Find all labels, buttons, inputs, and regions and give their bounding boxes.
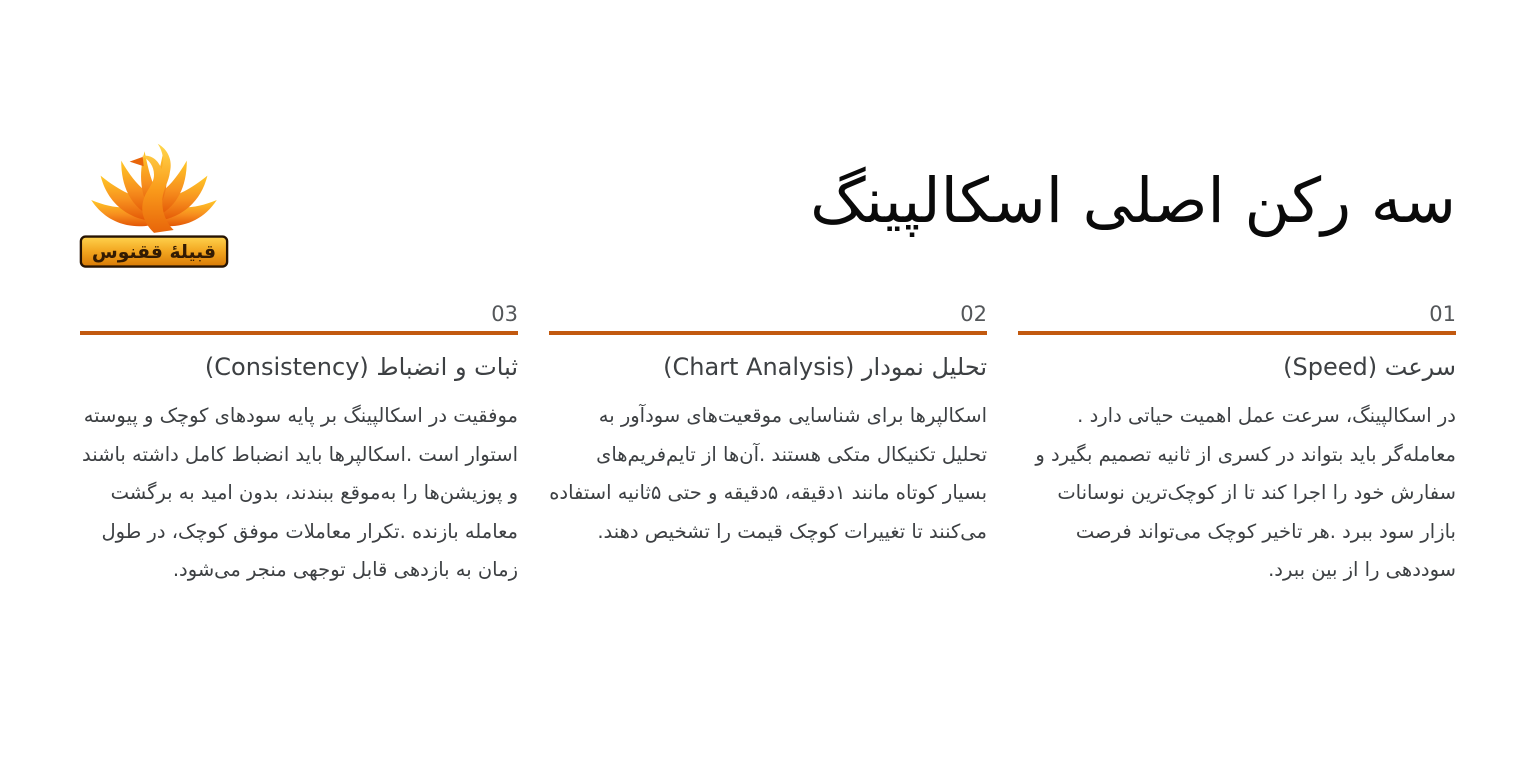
pillar-body-text: موفقیت در اسکالپینگ بر پایه سودهای کوچک و پیوسته استوار است .اسکالپرها باید انضباط کامل داشته باشند و پوزیشن‌ها را به‌موقع ببندند، بدون امید به برگشت معامله بازنده .تکرار معاملات موفق کوچک، در طول زمان به بازدهی قابل توجهی منجر می‌شود. bbox=[81, 404, 518, 581]
pillar-heading: سرعت (Speed) bbox=[1283, 353, 1456, 381]
logo-banner bbox=[81, 237, 227, 267]
logo-banner-text: قبیلهٔ ققنوس bbox=[91, 242, 217, 264]
pillars-section bbox=[80, 302, 1456, 590]
accent-divider bbox=[80, 331, 518, 335]
pillar-number: 01 bbox=[1429, 302, 1456, 326]
pillar-card-consistency bbox=[80, 302, 518, 590]
page-title: سه رکن اصلی اسکالپینگ bbox=[810, 164, 1456, 237]
pillar-card-speed bbox=[1018, 302, 1456, 590]
pillar-body-text: اسکالپرها برای شناسایی موقعیت‌های سودآور به تحلیل تکنیکال متکی هستند .آن‌ها از تایم‌فریم‌های بسیار کوتاه مانند ۱دقیقه، ۵دقیقه و حتی ۵ثانیه استفاده می‌کنند تا تغییرات کوچک قیمت را تشخیص دهند. bbox=[549, 404, 987, 543]
logo bbox=[79, 130, 229, 270]
pillar-number: 02 bbox=[960, 302, 987, 326]
accent-divider bbox=[549, 331, 987, 335]
pillar-heading: تحلیل نمودار (Chart Analysis) bbox=[663, 353, 987, 381]
pillar-card-chart-analysis bbox=[549, 302, 987, 590]
accent-divider bbox=[1018, 331, 1456, 335]
pillar-heading: ثبات و انضباط (Consistency) bbox=[204, 353, 518, 381]
phoenix-icon bbox=[79, 130, 229, 270]
pillar-number: 03 bbox=[491, 302, 518, 326]
pillar-body-text: در اسکالپینگ، سرعت عمل اهمیت حیاتی دارد . معامله‌گر باید بتواند در کسری از ثانیه تصمیم بگیرد و سفارش خود را اجرا کند تا از کوچک‌ترین نوسانات بازار سود ببرد .هر تاخیر کوچک می‌تواند فرصت سوددهی را از بین ببرد. bbox=[1035, 404, 1456, 581]
